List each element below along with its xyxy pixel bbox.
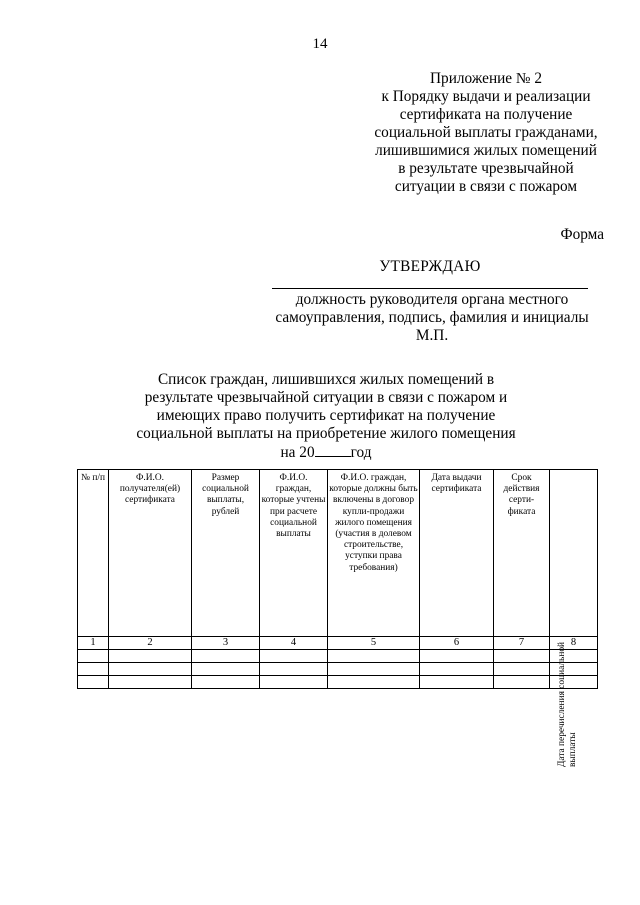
year-blank	[315, 443, 351, 457]
column-number: 8	[550, 637, 598, 650]
list-title-line: Список граждан, лишившихся жилых помещений в	[157, 371, 495, 388]
signature-caption-line: самоуправления, подпись, фамилия и инициалы	[275, 309, 589, 326]
appendix-line: ситуации в связи с пожаром	[394, 178, 578, 195]
list-title-year	[130, 443, 522, 462]
column-number: 4	[260, 637, 328, 650]
table-cell	[494, 663, 550, 676]
table-row	[78, 663, 598, 676]
column-number: 5	[328, 637, 420, 650]
vertical-header-wrap	[550, 470, 597, 767]
table-cell	[192, 676, 260, 689]
appendix-line: к Порядку выдачи и реализации	[381, 88, 591, 105]
header-cell-recipient: Ф.И.О. получателя(ей) сертификата	[109, 470, 192, 637]
table-cell	[78, 650, 109, 663]
signature-caption	[262, 291, 602, 345]
transfer-date-header-text: Дата перечисления социальной выплаты	[557, 641, 579, 767]
list-title-line: имеющих право получить сертификат на получение	[156, 407, 496, 424]
table-cell	[420, 676, 494, 689]
table-cell	[260, 663, 328, 676]
table-cell	[328, 676, 420, 689]
header-cell-issue-date: Дата выдачи сертификата	[420, 470, 494, 637]
vertical-header-box	[557, 471, 581, 767]
header-cell-contract-citizens: Ф.И.О. граждан, которые должны быть включены в договор купли-продажи жилого помещения (участия в долевом строительстве, уступки права требования)	[328, 470, 420, 637]
table-cell	[109, 663, 192, 676]
list-title	[130, 371, 522, 462]
appendix-line: социальной выплаты гражданами,	[374, 124, 598, 141]
table-cell	[328, 663, 420, 676]
year-suffix: год	[350, 444, 372, 461]
table-row	[78, 676, 598, 689]
table-cell	[78, 676, 109, 689]
table-cell	[494, 676, 550, 689]
appendix-heading	[352, 70, 620, 196]
signature-line	[272, 288, 588, 289]
appendix-line: лишившимися жилых помещений	[375, 142, 597, 159]
header-cell-validity: Срок действия серти-фиката	[494, 470, 550, 637]
column-number: 6	[420, 637, 494, 650]
table-cell	[109, 676, 192, 689]
table-cell	[109, 650, 192, 663]
list-title-line: социальной выплаты на приобретение жилого помещения	[136, 425, 516, 442]
list-title-line: результате чрезвычайной ситуации в связи с пожаром и	[144, 389, 508, 406]
page-number: 14	[312, 36, 328, 52]
signature-caption-line: должность руководителя органа местного	[295, 291, 569, 308]
header-cell-counted-citizens: Ф.И.О. граждан, которые учтены при расчете социальной выплаты	[260, 470, 328, 637]
table-header-row	[78, 470, 598, 637]
table-cell	[420, 663, 494, 676]
header-cell-number: № п/п	[78, 470, 109, 637]
table-cell	[420, 650, 494, 663]
table-row	[78, 650, 598, 663]
table-cell	[328, 650, 420, 663]
approval-title: УТВЕРЖДАЮ	[379, 258, 481, 275]
form-label: Форма	[560, 226, 604, 243]
table-cell	[260, 676, 328, 689]
column-number: 3	[192, 637, 260, 650]
appendix-line: сертификата на получение	[399, 106, 573, 123]
header-cell-transfer-date	[550, 470, 598, 767]
table-cell	[78, 663, 109, 676]
column-number: 7	[494, 637, 550, 650]
year-prefix: на 20	[280, 444, 315, 461]
column-number: 2	[109, 637, 192, 650]
table-column-numbers-row	[78, 637, 598, 650]
appendix-line: Приложение № 2	[430, 70, 542, 87]
header-cell-amount: Размер социальной выплаты, рублей	[192, 470, 260, 637]
seal-placeholder: М.П.	[415, 327, 449, 344]
table-cell	[192, 663, 260, 676]
table-cell	[192, 650, 260, 663]
appendix-line: в результате чрезвычайной	[398, 160, 574, 177]
citizens-table	[77, 469, 598, 767]
column-number: 1	[78, 637, 109, 650]
table-cell	[260, 650, 328, 663]
table-cell	[494, 650, 550, 663]
